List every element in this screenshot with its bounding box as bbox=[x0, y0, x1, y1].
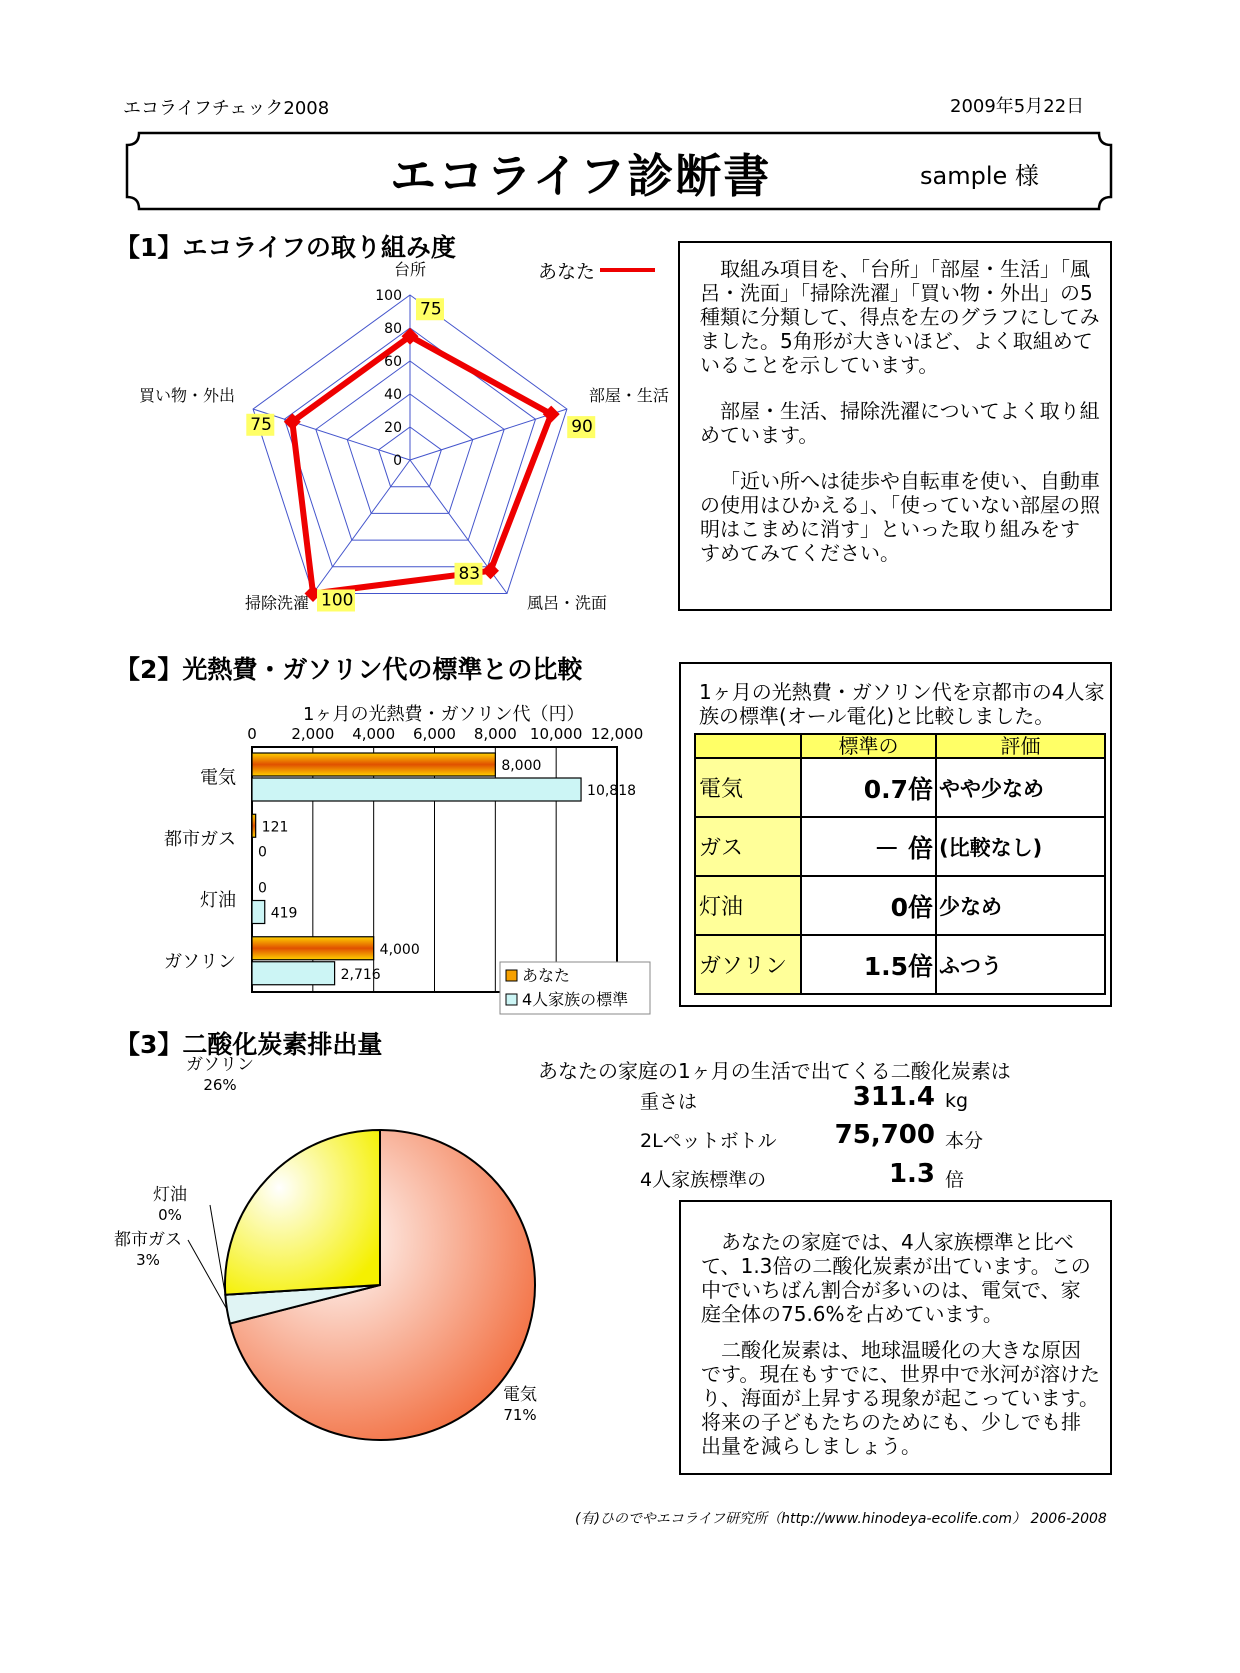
radar-tick-label: 40 bbox=[384, 387, 402, 403]
bar-you bbox=[252, 753, 495, 776]
co2-ratio-label: 4人家族標準の bbox=[640, 1169, 767, 1191]
radar-value-label: 90 bbox=[571, 417, 593, 438]
table-cell-ratio: － 倍 bbox=[801, 817, 936, 876]
pie-slice-pct: 3% bbox=[136, 1251, 160, 1269]
co2-weight-label: 重さは bbox=[640, 1091, 698, 1113]
section1-paragraph-1: 取組み項目を、「台所」「部屋・生活」「風呂・洗面」「掃除洗濯」「買い物・外出」の5種類に分類して、得点を左のグラフにしてみました。5角形が大きいほど、よく取組めていることを示しています。 bbox=[700, 257, 1100, 377]
bar-value-label: 0 bbox=[258, 880, 267, 897]
pie-leader-line bbox=[188, 1240, 227, 1309]
radar-point bbox=[482, 562, 499, 579]
section3-paragraph-1: あなたの家庭では、4人家族標準と比べて、1.3倍の二酸化炭素が出ています。この中でいちばん割合が多いのは、電気で、家庭全体の75.6%を占めています。 bbox=[701, 1230, 1091, 1326]
bar-legend-swatch bbox=[506, 970, 517, 981]
radar-series-line bbox=[292, 336, 551, 593]
bar-chart-title: 1ヶ月の光熱費・ガソリン代（円） bbox=[303, 704, 585, 725]
section1-paragraph-3: 「近い所へは徒歩や自転車を使い、自動車の使用はひかえる」、「使っていない部屋の照明はこまめに消す」といった取り組みをすすめてみてください。 bbox=[700, 469, 1100, 565]
table-header-ratio: 標準の bbox=[801, 734, 936, 758]
recipient-name: sample 様 bbox=[920, 162, 1039, 190]
bar-value-label: 2,716 bbox=[340, 966, 381, 983]
bar-category-label: ガソリン bbox=[164, 951, 236, 973]
radar-legend-label: あなた bbox=[538, 261, 596, 283]
bar-tick-label: 12,000 bbox=[590, 725, 644, 743]
report-date: 2009年5月22日 bbox=[950, 96, 1085, 117]
bar-value-label: 8,000 bbox=[501, 758, 542, 774]
section3-heading: 【3】二酸化炭素排出量 bbox=[115, 1030, 383, 1059]
bar-chart bbox=[150, 725, 670, 1015]
footer-credit: (有)ひのでやエコライフ研究所（http://www.hinodeya-ecolife.com） 2006-2008 bbox=[575, 1511, 1107, 1527]
table-cell-category: 灯油 bbox=[695, 876, 801, 935]
table-cell-category: ガソリン bbox=[695, 935, 801, 994]
section1-paragraph-2: 部屋・生活、掃除洗濯についてよく取り組めています。 bbox=[700, 399, 1100, 447]
radar-chart bbox=[130, 260, 670, 625]
table-cell-eval: 少なめ bbox=[936, 876, 1105, 935]
section1-text-box bbox=[678, 241, 1112, 611]
section3-paragraph-2: 二酸化炭素は、地球温暖化の大きな原因です。現在もすでに、世界中で氷河が溶けたり、海面が上昇する現象が起こっています。将来の子どもたちのためにも、少しでも排出量を減らしましょう。 bbox=[701, 1338, 1100, 1458]
radar-category-label: 台所 bbox=[393, 260, 427, 279]
comparison-table bbox=[694, 733, 1106, 995]
radar-axis-line bbox=[313, 460, 410, 593]
table-cell-eval: (比較なし) bbox=[936, 817, 1105, 876]
section3-text-box bbox=[679, 1200, 1112, 1475]
bar-you bbox=[252, 814, 256, 837]
radar-category-label: 部屋・生活 bbox=[588, 386, 669, 406]
bar-tick-label: 6,000 bbox=[413, 725, 456, 743]
table-row bbox=[695, 935, 1105, 994]
pie-slice-label: 電気 bbox=[503, 1385, 537, 1405]
bar-tick-label: 8,000 bbox=[473, 725, 517, 743]
co2-weight-unit: kg bbox=[945, 1090, 969, 1112]
bar-category-label: 灯油 bbox=[200, 890, 236, 912]
bar-legend-swatch bbox=[506, 994, 517, 1005]
bar-value-label: 419 bbox=[270, 905, 298, 922]
radar-value-label: 100 bbox=[321, 590, 354, 611]
pie-slice-pct: 26% bbox=[203, 1076, 237, 1094]
bar-category-label: 都市ガス bbox=[164, 828, 236, 850]
bar-standard bbox=[252, 901, 265, 924]
bar-value-label: 121 bbox=[261, 819, 289, 836]
radar-tick-label: 0 bbox=[393, 453, 402, 469]
co2-bottle-value: 75,700 bbox=[834, 1120, 935, 1150]
bar-tick-label: 2,000 bbox=[291, 725, 335, 743]
co2-intro: あなたの家庭の1ヶ月の生活で出てくる二酸化炭素は bbox=[538, 1059, 1011, 1083]
co2-bottle-unit: 本分 bbox=[945, 1130, 984, 1152]
pie-chart bbox=[110, 1055, 590, 1450]
radar-tick-label: 80 bbox=[384, 321, 402, 337]
bar-tick-label: 0 bbox=[247, 725, 257, 743]
radar-value-label: 83 bbox=[458, 563, 481, 584]
pie-slice-pct: 0% bbox=[158, 1206, 182, 1224]
pie-leader-line bbox=[210, 1205, 225, 1295]
page-title: エコライフ診断書 bbox=[390, 149, 772, 203]
bar-standard bbox=[252, 778, 581, 801]
table-header-eval: 評価 bbox=[936, 734, 1105, 758]
bar-value-label: 4,000 bbox=[379, 941, 420, 958]
bar-legend-label: 4人家族の標準 bbox=[522, 990, 629, 1009]
table-row bbox=[695, 817, 1105, 876]
section2-heading: 【2】光熱費・ガソリン代の標準との比較 bbox=[115, 655, 583, 684]
radar-value-label: 75 bbox=[250, 414, 272, 435]
radar-tick-label: 100 bbox=[375, 288, 402, 304]
radar-tick-label: 60 bbox=[384, 354, 402, 370]
radar-category-label: 掃除洗濯 bbox=[244, 593, 310, 613]
bar-legend-label: あなた bbox=[522, 966, 571, 985]
bar-value-label: 10,818 bbox=[587, 783, 637, 799]
table-cell-category: ガス bbox=[695, 817, 801, 876]
section1-heading: 【1】エコライフの取り組み度 bbox=[115, 233, 456, 262]
radar-category-label: 風呂・洗面 bbox=[526, 593, 608, 613]
co2-ratio-unit: 倍 bbox=[945, 1169, 965, 1191]
table-cell-category: 電気 bbox=[695, 758, 801, 817]
bar-you bbox=[252, 937, 374, 960]
radar-tick-label: 20 bbox=[384, 420, 402, 436]
table-cell-ratio: 0.7倍 bbox=[801, 758, 936, 817]
app-title: エコライフチェック2008 bbox=[123, 98, 330, 119]
bar-tick-label: 10,000 bbox=[529, 725, 583, 743]
radar-value-label: 75 bbox=[420, 299, 442, 320]
table-cell-ratio: 1.5倍 bbox=[801, 935, 936, 994]
section2-box-text: 1ヶ月の光熱費・ガソリン代を京都市の4人家族の標準(オール電化)と比較しました。 bbox=[699, 680, 1105, 728]
pie-slice bbox=[225, 1130, 380, 1295]
bar-tick-label: 4,000 bbox=[352, 725, 396, 743]
table-cell-eval: ふつう bbox=[936, 935, 1105, 994]
table-row bbox=[695, 758, 1105, 817]
table-header-row bbox=[695, 734, 1105, 758]
pie-slice-label: ガソリン bbox=[186, 1055, 254, 1075]
pie-slice-label: 都市ガス bbox=[114, 1230, 182, 1250]
pie-slice-pct: 71% bbox=[503, 1406, 537, 1424]
co2-bottle-label: 2Lペットボトル bbox=[640, 1130, 777, 1152]
table-row bbox=[695, 876, 1105, 935]
bar-category-label: 電気 bbox=[200, 767, 236, 789]
table-cell-ratio: 0倍 bbox=[801, 876, 936, 935]
radar-category-label: 買い物・外出 bbox=[139, 386, 236, 406]
co2-weight-value: 311.4 bbox=[852, 1082, 935, 1112]
table-cell-eval: やや少なめ bbox=[936, 758, 1105, 817]
bar-value-label: 0 bbox=[258, 844, 267, 861]
co2-ratio-value: 1.3 bbox=[888, 1159, 935, 1189]
bar-standard bbox=[252, 962, 335, 985]
table-header-blank bbox=[695, 734, 801, 758]
pie-slice-label: 灯油 bbox=[153, 1185, 187, 1205]
